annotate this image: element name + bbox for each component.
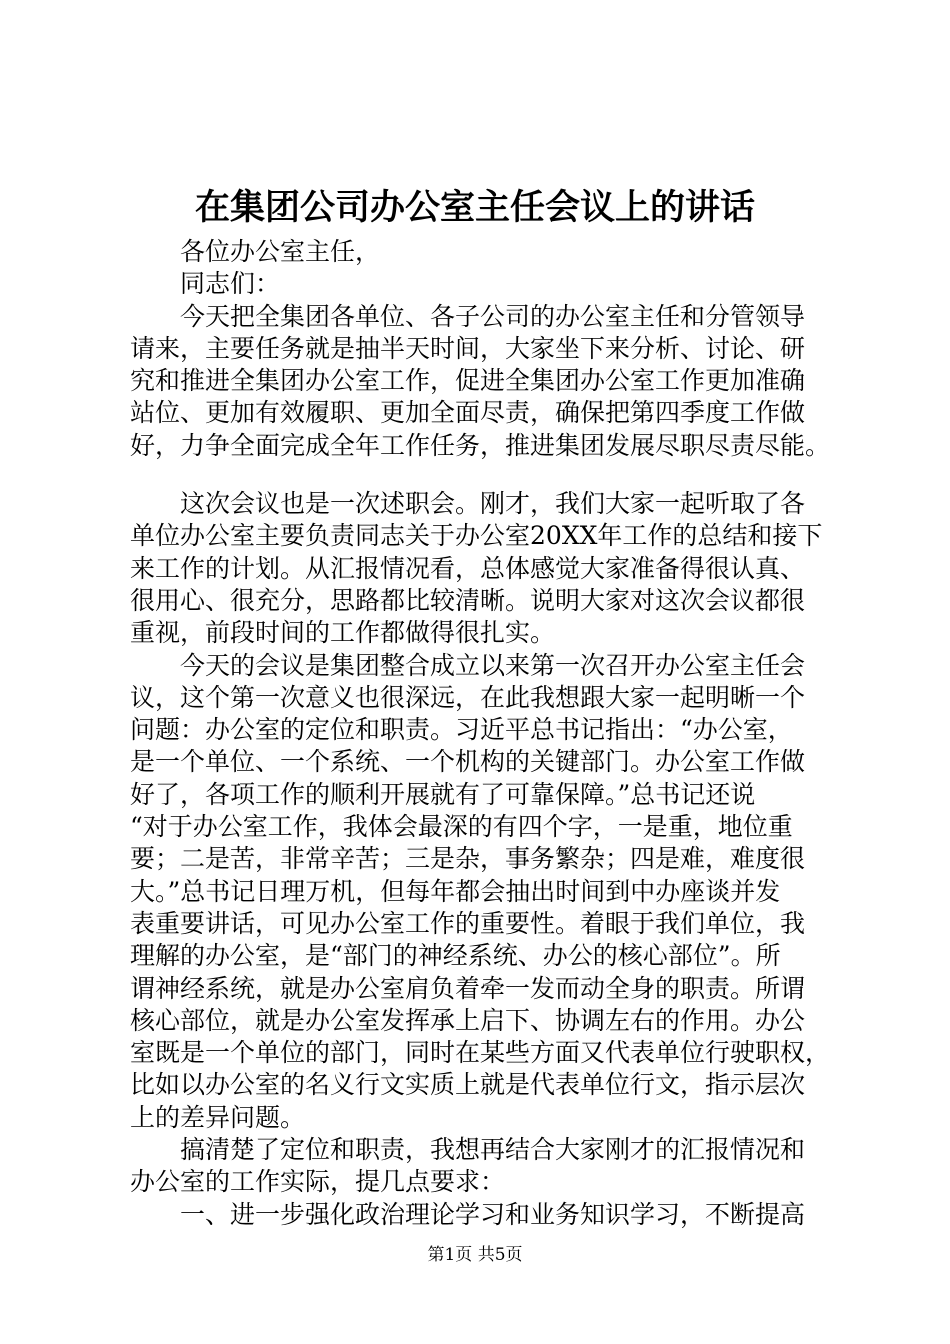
paragraph-line: 请来，主要任务就是抽半天时间，大家坐下来分析、讨论、研: [130, 333, 806, 363]
paragraph-line: 大。”总书记日理万机，但每年都会抽出时间到中办座谈并发: [130, 876, 781, 906]
paragraph-line: 单位办公室主要负责同志关于办公室20XX年工作的总结和接下: [130, 521, 823, 551]
paragraph-line: “对于办公室工作，我体会最深的有四个字，一是重，地位重: [130, 812, 793, 842]
paragraph-line: 来工作的计划。从汇报情况看，总体感觉大家准备得很认真、: [130, 553, 806, 583]
paragraph-line: 搞清楚了定位和职责，我想再结合大家刚才的汇报情况和: [180, 1135, 806, 1165]
document-body: [130, 236, 850, 1231]
paragraph-line: 上的差异问题。: [130, 1102, 306, 1132]
paragraph-line: 重视，前段时间的工作都做得很扎实。: [130, 618, 556, 648]
paragraph-line: 好，力争全面完成全年工作任务，推进集团发展尽职尽责尽能。: [130, 430, 831, 460]
paragraph-line: 室既是一个单位的部门，同时在某些方面又代表单位行驶职权，: [130, 1038, 831, 1068]
paragraph-line: 究和推进全集团办公室工作，促进全集团办公室工作更加准确: [130, 366, 806, 396]
paragraph-line: 谓神经系统，就是办公室肩负着牵一发而动全身的职责。所谓: [130, 973, 806, 1003]
paragraph-line: 今天的会议是集团整合成立以来第一次召开办公室主任会: [180, 650, 806, 680]
paragraph-line: 很用心、很充分，思路都比较清晰。说明大家对这次会议都很: [130, 585, 806, 615]
paragraph-line: 要；二是苦，非常辛苦；三是杂，事务繁杂；四是难，难度很: [130, 844, 806, 874]
paragraph-line: 表重要讲话，可见办公室工作的重要性。着眼于我们单位，我: [130, 908, 806, 938]
paragraph-line: 一、进一步强化政治理论学习和业务知识学习，不断提高: [180, 1199, 806, 1229]
paragraph-line: 比如以办公室的名义行文实质上就是代表单位行文，指示层次: [130, 1070, 806, 1100]
paragraph-line: 理解的办公室，是“部门的神经系统、办公的核心部位”。所: [130, 941, 781, 971]
paragraph-line: 是一个单位、一个系统、一个机构的关键部门。办公室工作做: [130, 747, 806, 777]
salutation-line: 同志们：: [180, 269, 281, 299]
paragraph-line: 这次会议也是一次述职会。刚才，我们大家一起听取了各: [180, 489, 806, 519]
paragraph-line: 好了，各项工作的顺利开展就有了可靠保障。”总书记还说: [130, 779, 756, 809]
page-number-footer: 第1页 共5页: [427, 1245, 523, 1265]
paragraph-line: 核心部位，就是办公室发挥承上启下、协调左右的作用。办公: [130, 1005, 806, 1035]
paragraph-gap: [130, 462, 850, 488]
paragraph-line: 今天把全集团各单位、各子公司的办公室主任和分管领导: [180, 301, 806, 331]
paragraph-line: 站位、更加有效履职、更加全面尽责，确保把第四季度工作做: [130, 398, 806, 428]
paragraph-line: 议，这个第一次意义也很深远，在此我想跟大家一起明晰一个: [130, 682, 806, 712]
document-title: 在集团公司办公室主任会议上的讲话: [194, 187, 755, 228]
paragraph-line: 问题：办公室的定位和职责。习近平总书记指出：“办公室，: [130, 715, 793, 745]
salutation-line: 各位办公室主任，: [180, 237, 381, 266]
paragraph-line: 办公室的工作实际，提几点要求：: [130, 1167, 506, 1197]
